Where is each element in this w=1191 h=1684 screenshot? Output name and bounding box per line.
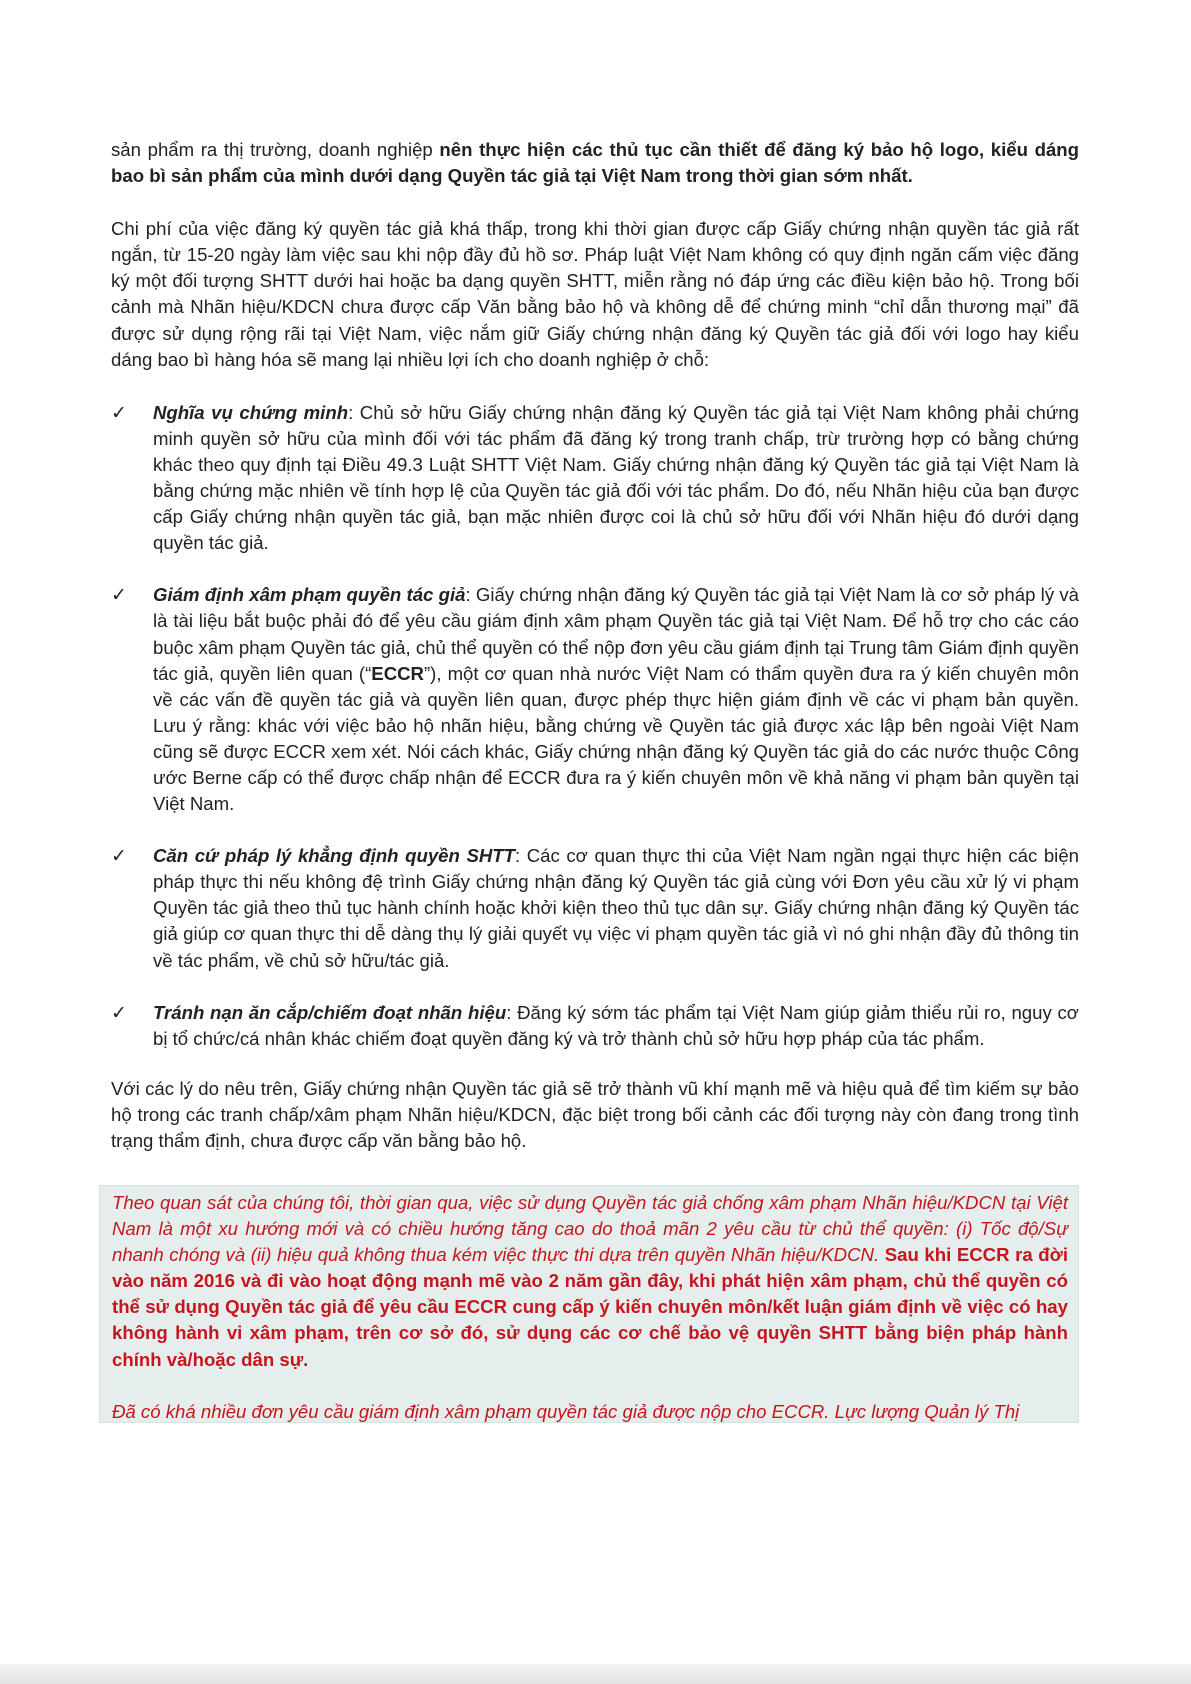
- check-mark-icon: ✓: [111, 845, 127, 868]
- list-item-title: Giám định xâm phạm quyền tác giả: [153, 584, 466, 606]
- check-mark-icon: ✓: [111, 1001, 127, 1024]
- document-body: [111, 137, 1079, 1154]
- conclusion-paragraph: Với các lý do nêu trên, Giấy chứng nhận Quyền tác giả sẽ trở thành vũ khí mạnh mẽ và hiệu quả để tìm kiếm sự bảo hộ trong các tranh chấp/xâm phạm Nhãn hiệu/KDCN, đặc biệt trong bối cảnh các đối tượng này còn đang trong tình trạng thẩm định, chưa được cấp văn bằng bảo hộ.: [111, 1077, 1079, 1151]
- list-item-title: Tránh nạn ăn cắp/chiếm đoạt nhãn hiệu: [153, 1001, 507, 1023]
- list-item-legal-basis: [111, 843, 1079, 973]
- eccr-abbreviation: ECCR: [371, 662, 424, 684]
- list-item-text: [153, 400, 1079, 557]
- check-mark-icon: ✓: [111, 401, 127, 424]
- list-item-text: [153, 582, 1079, 817]
- callout-italic-text: Theo quan sát của chúng tôi, thời gian qua, việc sử dụng Quyền tác giả chống xâm phạm Nhãn hiệu/KDCN tại Việt Nam là một xu hướng mới và có chiều hướng tăng cao do thoả mãn 2 yêu cầu từ chủ thể quyền: (i) Tốc độ/Sự nhanh chóng và (ii) hiệu quả không thua kém việc thực thi dựa trên quyền Nhãn hiệu/KDCN.: [112, 1192, 1068, 1266]
- list-item-body: : Các cơ quan thực thi của Việt Nam ngần ngại thực hiện các biện pháp thực thi nếu không đệ trình Giấy chứng nhận đăng ký Quyền tác giả cùng với Đơn yêu cầu xử lý vi phạm Quyền tác giả theo thủ tục hành chính hoặc khởi kiện theo thủ tục dân sự. Giấy chứng nhận đăng ký Quyền tác giả giúp cơ quan thực thi dễ dàng thụ lý giải quyết vụ việc vi phạm quyền tác giả vì nó ghi nhận đầy đủ thông tin về tác phẩm, về chủ sở hữu/tác giả.: [153, 845, 1079, 971]
- list-item-title: Nghĩa vụ chứng minh: [153, 401, 349, 423]
- list-item-text: [153, 1000, 1079, 1052]
- list-item-infringement-assessment: [111, 582, 1079, 817]
- list-item-body: : Giấy chứng nhận đăng ký Quyền tác giả tại Việt Nam là cơ sở pháp lý và là tài liệu bắt buộc phải đó để yêu cầu giám định xâm phạm Quyền tác giả tại Việt Nam. Để hỗ trợ cho các cáo buộc xâm phạm Quyền tác giả, chủ thể quyền có thể nộp đơn yêu cầu giám định tại Trung tâm Giám định quyền tác giả, quyền liên quan (“: [153, 584, 1079, 684]
- callout-paragraph: [112, 1190, 1068, 1373]
- callout-second-paragraph: Đã có khá nhiều đơn yêu cầu giám định xâm phạm quyền tác giả được nộp cho ECCR. Lực lượng Quản lý Thị: [112, 1400, 1020, 1422]
- list-item-trademark-theft: [111, 1000, 1079, 1052]
- intro-text: sản phẩm ra thị trường, doanh nghiệp: [111, 139, 440, 160]
- highlight-callout-box: [99, 1185, 1079, 1423]
- check-mark-icon: ✓: [111, 584, 127, 607]
- intro-paragraph: [111, 137, 1079, 189]
- cost-paragraph: Chi phí của việc đăng ký quyền tác giả khá thấp, trong khi thời gian được cấp Giấy chứng nhận quyền tác giả rất ngắn, từ 15-20 ngày làm việc sau khi nộp đầy đủ hồ sơ. Pháp luật Việt Nam không có quy định ngăn cấm việc đăng ký một đối tượng SHTT dưới hai hoặc ba dạng quyền SHTT, miễn rằng nó đáp ứng các điều kiện bảo hộ. Trong bối cảnh mà Nhãn hiệu/KDCN chưa được cấp Văn bằng bảo hộ và không dễ để chứng minh “chỉ dẫn thương mại” đã được sử dụng rộng rãi tại Việt Nam, việc nắm giữ Giấy chứng nhận đăng ký Quyền tác giả đối với logo hay kiểu dáng bao bì hàng hóa sẽ mang lại nhiều lợi ích cho doanh nghiệp ở chỗ:: [111, 218, 1079, 370]
- list-item-body: : Đăng ký sớm tác phẩm tại Việt Nam giúp giảm thiểu rủi ro, nguy cơ bị tổ chức/cá nhân khác chiếm đoạt quyền đăng ký và trở thành chủ sở hữu hợp pháp của tác phẩm.: [153, 1001, 1079, 1049]
- callout-bold-text: Sau khi ECCR ra đời vào năm 2016 và đi vào hoạt động mạnh mẽ vào 2 năm gần đây, khi phát hiện xâm phạm, chủ thể quyền có thể sử dụng Quyền tác giả để yêu cầu ECCR cung cấp ý kiến chuyên môn/kết luận giám định về việc có hay không hành vi xâm phạm, trên cơ sở đó, sử dụng các cơ chế bảo vệ quyền SHTT bằng biện pháp hành chính và/hoặc dân sự.: [112, 1244, 1069, 1370]
- list-item-body-continued: ”), một cơ quan nhà nước Việt Nam có thẩm quyền đưa ra ý kiến chuyên môn về các vấn đề quyền tác giả và quyền liên quan, được phép thực hiện giám định về các vi phạm bản quyền. Lưu ý rằng: khác với việc bảo hộ nhãn hiệu, bằng chứng về Quyền tác giả được xác lập bên ngoài Việt Nam cũng sẽ được ECCR xem xét. Nói cách khác, Giấy chứng nhận đăng ký Quyền tác giả do các nước thuộc Công ước Berne cấp có thể được chấp nhận để ECCR đưa ra ý kiến chuyên môn về khả năng vi phạm bản quyền tại Việt Nam.: [153, 662, 1079, 815]
- intro-bold-text: nên thực hiện các thủ tục cần thiết để đăng ký bảo hộ logo, kiểu dáng bao bì sản phẩm của mình dưới dạng Quyền tác giả tại Việt Nam trong thời gian sớm nhất.: [111, 139, 1080, 187]
- list-item-burden-of-proof: [111, 400, 1079, 557]
- page-bottom-edge: [0, 1664, 1191, 1684]
- list-item-text: [153, 843, 1079, 973]
- list-item-body: : Chủ sở hữu Giấy chứng nhận đăng ký Quyền tác giả tại Việt Nam không phải chứng minh quyền sở hữu của mình đối với tác phẩm đã đăng ký trong tranh chấp, trừ trường hợp có bằng chứng khác theo quy định tại Điều 49.3 Luật SHTT Việt Nam. Giấy chứng nhận đăng ký Quyền tác giả tại Việt Nam là bằng chứng mặc nhiên về tính hợp lệ của Quyền tác giả đối với tác phẩm. Do đó, nếu Nhãn hiệu của bạn được cấp Giấy chứng nhận quyền tác giả, bạn mặc nhiên được coi là chủ sở hữu đối với Nhãn hiệu đó dưới dạng quyền tác giả.: [153, 401, 1079, 554]
- benefits-list: [111, 400, 1079, 1052]
- list-item-title: Căn cứ pháp lý khẳng định quyền SHTT: [153, 845, 515, 867]
